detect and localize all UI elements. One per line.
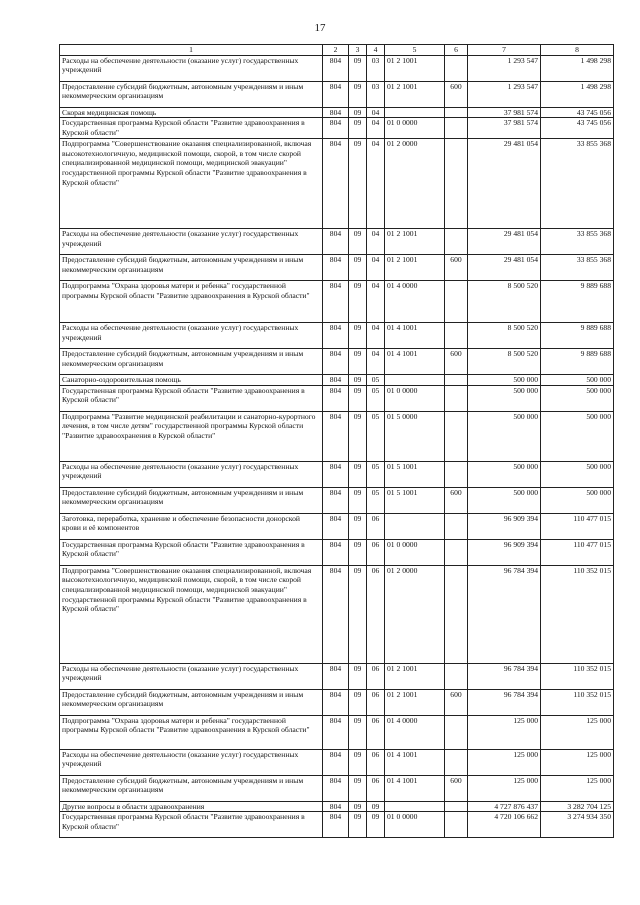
row-ministry-code: 804 <box>323 374 349 385</box>
column-header-6: 6 <box>445 45 468 56</box>
row-target-article: 01 4 1001 <box>385 775 445 801</box>
row-name: Расходы на обеспечение деятельности (оказание услуг) государственных учреждений <box>60 55 323 81</box>
row-amount-year-1: 500 000 <box>468 385 541 411</box>
row-amount-year-2: 500 000 <box>541 411 614 461</box>
page-number: 17 <box>314 22 326 34</box>
row-subsection: 05 <box>367 461 385 487</box>
row-name: Предоставление субсидий бюджетным, автономным учреждениям и иным некоммерческим организациям <box>60 81 323 107</box>
row-target-article <box>385 513 445 539</box>
row-amount-year-1: 125 000 <box>468 775 541 801</box>
row-name: Санаторно-оздоровительная помощь <box>60 374 323 385</box>
row-name: Подпрограмма "Развитие медицинской реабилитации и санаторно-курортного лечения, в том числе детям" государственной программы Курской области "Развитие здравоохранения в Курской области" <box>60 411 323 461</box>
row-target-article <box>385 801 445 812</box>
row-ministry-code: 804 <box>323 539 349 565</box>
row-amount-year-1: 96 784 394 <box>468 689 541 715</box>
row-ministry-code: 804 <box>323 749 349 775</box>
row-amount-year-2: 9 889 688 <box>541 348 614 374</box>
row-ministry-code: 804 <box>323 801 349 812</box>
row-subsection: 05 <box>367 374 385 385</box>
row-target-article: 01 2 0000 <box>385 565 445 663</box>
table-row <box>60 663 614 689</box>
row-expense-type <box>445 322 468 348</box>
column-header-8: 8 <box>541 45 614 56</box>
table-row <box>60 775 614 801</box>
row-section: 09 <box>349 513 367 539</box>
row-subsection: 06 <box>367 539 385 565</box>
row-section: 09 <box>349 55 367 81</box>
row-subsection: 04 <box>367 322 385 348</box>
row-name: Предоставление субсидий бюджетным, автономным учреждениям и иным некоммерческим организациям <box>60 775 323 801</box>
row-target-article: 01 0 0000 <box>385 118 445 138</box>
row-amount-year-1: 1 293 547 <box>468 81 541 107</box>
row-amount-year-2: 110 477 015 <box>541 539 614 565</box>
row-ministry-code: 804 <box>323 411 349 461</box>
row-target-article: 01 2 1001 <box>385 689 445 715</box>
row-amount-year-1: 500 000 <box>468 374 541 385</box>
row-subsection: 05 <box>367 487 385 513</box>
row-ministry-code: 804 <box>323 775 349 801</box>
row-amount-year-2: 1 498 298 <box>541 55 614 81</box>
row-target-article: 01 4 1001 <box>385 348 445 374</box>
table-row <box>60 513 614 539</box>
row-name: Подпрограмма "Совершенствование оказания специализированной, включая высокотехнологичную, медицинской помощи, скорой, в том числе скорой специализированной медицинской помощи, медицинской эвакуации" государственной программы Курской области "Развитие здравоохранения в Курской области" <box>60 565 323 663</box>
row-expense-type <box>445 55 468 81</box>
row-target-article: 01 4 1001 <box>385 749 445 775</box>
row-amount-year-1: 37 981 574 <box>468 118 541 138</box>
row-amount-year-1: 29 481 054 <box>468 138 541 228</box>
table-row <box>60 749 614 775</box>
row-amount-year-1: 500 000 <box>468 411 541 461</box>
row-subsection: 06 <box>367 715 385 749</box>
row-ministry-code: 804 <box>323 565 349 663</box>
row-target-article: 01 5 0000 <box>385 411 445 461</box>
row-section: 09 <box>349 118 367 138</box>
row-subsection: 04 <box>367 228 385 254</box>
row-amount-year-1: 96 784 394 <box>468 565 541 663</box>
row-expense-type <box>445 461 468 487</box>
column-header-row <box>60 45 614 56</box>
row-subsection: 06 <box>367 749 385 775</box>
row-section: 09 <box>349 663 367 689</box>
row-subsection: 04 <box>367 280 385 322</box>
row-amount-year-2: 500 000 <box>541 461 614 487</box>
row-ministry-code: 804 <box>323 689 349 715</box>
column-header-4: 4 <box>367 45 385 56</box>
row-amount-year-1: 96 784 394 <box>468 663 541 689</box>
row-expense-type <box>445 749 468 775</box>
table-row <box>60 487 614 513</box>
row-subsection: 06 <box>367 663 385 689</box>
table-row <box>60 348 614 374</box>
row-subsection: 03 <box>367 81 385 107</box>
row-target-article: 01 2 1001 <box>385 228 445 254</box>
row-name: Предоставление субсидий бюджетным, автономным учреждениям и иным некоммерческим организациям <box>60 254 323 280</box>
row-expense-type <box>445 385 468 411</box>
row-expense-type <box>445 715 468 749</box>
row-target-article: 01 0 0000 <box>385 385 445 411</box>
row-amount-year-2: 43 745 056 <box>541 118 614 138</box>
column-header-7: 7 <box>468 45 541 56</box>
row-name: Расходы на обеспечение деятельности (оказание услуг) государственных учреждений <box>60 461 323 487</box>
table-row <box>60 228 614 254</box>
row-ministry-code: 804 <box>323 663 349 689</box>
table-row <box>60 565 614 663</box>
table-row <box>60 374 614 385</box>
row-name: Расходы на обеспечение деятельности (оказание услуг) государственных учреждений <box>60 322 323 348</box>
row-ministry-code: 804 <box>323 322 349 348</box>
row-amount-year-2: 3 282 704 125 <box>541 801 614 812</box>
row-section: 09 <box>349 775 367 801</box>
row-name: Государственная программа Курской области "Развитие здравоохранения в Курской области" <box>60 539 323 565</box>
row-name: Предоставление субсидий бюджетным, автономным учреждениям и иным некоммерческим организациям <box>60 348 323 374</box>
row-ministry-code: 804 <box>323 107 349 118</box>
row-section: 09 <box>349 374 367 385</box>
row-section: 09 <box>349 565 367 663</box>
row-amount-year-1: 1 293 547 <box>468 55 541 81</box>
row-amount-year-1: 500 000 <box>468 461 541 487</box>
row-section: 09 <box>349 539 367 565</box>
budget-table <box>59 44 614 838</box>
row-expense-type: 600 <box>445 81 468 107</box>
row-subsection: 04 <box>367 138 385 228</box>
row-target-article: 01 4 1001 <box>385 322 445 348</box>
row-section: 09 <box>349 254 367 280</box>
column-header-1: 1 <box>60 45 323 56</box>
row-target-article: 01 2 1001 <box>385 254 445 280</box>
row-amount-year-2: 110 352 015 <box>541 565 614 663</box>
row-expense-type: 600 <box>445 348 468 374</box>
row-target-article: 01 0 0000 <box>385 539 445 565</box>
row-amount-year-2: 500 000 <box>541 374 614 385</box>
table-row <box>60 385 614 411</box>
row-ministry-code: 804 <box>323 81 349 107</box>
row-name: Заготовка, переработка, хранение и обеспечение безопасности донорской крови и её компонентов <box>60 513 323 539</box>
row-ministry-code: 804 <box>323 280 349 322</box>
row-expense-type: 600 <box>445 254 468 280</box>
row-amount-year-2: 9 889 688 <box>541 322 614 348</box>
column-header-2: 2 <box>323 45 349 56</box>
row-expense-type <box>445 280 468 322</box>
row-section: 09 <box>349 749 367 775</box>
row-expense-type <box>445 565 468 663</box>
row-section: 09 <box>349 138 367 228</box>
table-row <box>60 461 614 487</box>
row-amount-year-2: 125 000 <box>541 715 614 749</box>
row-name: Расходы на обеспечение деятельности (оказание услуг) государственных учреждений <box>60 228 323 254</box>
table-row <box>60 254 614 280</box>
row-subsection: 06 <box>367 565 385 663</box>
row-target-article: 01 2 1001 <box>385 81 445 107</box>
row-ministry-code: 804 <box>323 348 349 374</box>
row-section: 09 <box>349 348 367 374</box>
row-name: Подпрограмма "Охрана здоровья матери и ребенка" государственной программы Курской области "Развитие здравоохранения в Курской области" <box>60 715 323 749</box>
row-subsection: 06 <box>367 689 385 715</box>
row-expense-type <box>445 812 468 838</box>
row-section: 09 <box>349 280 367 322</box>
row-target-article <box>385 107 445 118</box>
row-amount-year-1: 8 500 520 <box>468 322 541 348</box>
row-section: 09 <box>349 487 367 513</box>
row-subsection: 06 <box>367 775 385 801</box>
row-subsection: 03 <box>367 55 385 81</box>
row-expense-type: 600 <box>445 775 468 801</box>
row-name: Государственная программа Курской области "Развитие здравоохранения в Курской области" <box>60 118 323 138</box>
row-ministry-code: 804 <box>323 461 349 487</box>
row-name: Скорая медицинская помощь <box>60 107 323 118</box>
row-ministry-code: 804 <box>323 254 349 280</box>
row-amount-year-1: 29 481 054 <box>468 254 541 280</box>
row-name: Государственная программа Курской области "Развитие здравоохранения в Курской области" <box>60 812 323 838</box>
row-expense-type <box>445 228 468 254</box>
table-row <box>60 539 614 565</box>
row-subsection: 04 <box>367 348 385 374</box>
row-ministry-code: 804 <box>323 138 349 228</box>
row-name: Расходы на обеспечение деятельности (оказание услуг) государственных учреждений <box>60 749 323 775</box>
row-subsection: 09 <box>367 801 385 812</box>
row-amount-year-2: 125 000 <box>541 775 614 801</box>
row-name: Предоставление субсидий бюджетным, автономным учреждениям и иным некоммерческим организациям <box>60 689 323 715</box>
table-row <box>60 55 614 81</box>
row-subsection: 06 <box>367 513 385 539</box>
row-amount-year-2: 33 855 368 <box>541 228 614 254</box>
row-section: 09 <box>349 81 367 107</box>
table-row <box>60 689 614 715</box>
row-ministry-code: 804 <box>323 55 349 81</box>
row-ministry-code: 804 <box>323 118 349 138</box>
row-name: Другие вопросы в области здравоохранения <box>60 801 323 812</box>
row-target-article: 01 4 0000 <box>385 715 445 749</box>
row-ministry-code: 804 <box>323 812 349 838</box>
row-amount-year-1: 4 727 876 437 <box>468 801 541 812</box>
row-amount-year-2: 3 274 934 350 <box>541 812 614 838</box>
row-name: Подпрограмма "Совершенствование оказания специализированной, включая высокотехнологичную, медицинской помощи, скорой, в том числе скорой специализированной медицинской помощи, медицинской эвакуации" государственной программы Курской области "Развитие здравоохранения в Курской области" <box>60 138 323 228</box>
row-section: 09 <box>349 461 367 487</box>
row-expense-type <box>445 663 468 689</box>
row-subsection: 09 <box>367 812 385 838</box>
table-row <box>60 812 614 838</box>
row-subsection: 05 <box>367 411 385 461</box>
row-expense-type <box>445 374 468 385</box>
row-amount-year-2: 125 000 <box>541 749 614 775</box>
row-name: Расходы на обеспечение деятельности (оказание услуг) государственных учреждений <box>60 663 323 689</box>
row-expense-type <box>445 513 468 539</box>
row-ministry-code: 804 <box>323 487 349 513</box>
row-target-article: 01 2 1001 <box>385 663 445 689</box>
row-amount-year-2: 110 477 015 <box>541 513 614 539</box>
table-row <box>60 715 614 749</box>
row-section: 09 <box>349 411 367 461</box>
column-header-5: 5 <box>385 45 445 56</box>
row-target-article: 01 5 1001 <box>385 461 445 487</box>
row-section: 09 <box>349 812 367 838</box>
row-expense-type <box>445 539 468 565</box>
row-subsection: 05 <box>367 385 385 411</box>
row-name: Государственная программа Курской области "Развитие здравоохранения в Курской области" <box>60 385 323 411</box>
row-amount-year-2: 9 889 688 <box>541 280 614 322</box>
row-amount-year-1: 125 000 <box>468 749 541 775</box>
row-target-article: 01 2 1001 <box>385 55 445 81</box>
row-amount-year-1: 29 481 054 <box>468 228 541 254</box>
row-section: 09 <box>349 107 367 118</box>
row-section: 09 <box>349 322 367 348</box>
row-amount-year-2: 500 000 <box>541 487 614 513</box>
row-name: Подпрограмма "Охрана здоровья матери и ребенка" государственной программы Курской области "Развитие здравоохранения в Курской области" <box>60 280 323 322</box>
row-amount-year-2: 33 855 368 <box>541 254 614 280</box>
row-amount-year-1: 8 500 520 <box>468 348 541 374</box>
row-amount-year-2: 1 498 298 <box>541 81 614 107</box>
row-subsection: 04 <box>367 107 385 118</box>
table-row <box>60 138 614 228</box>
row-expense-type: 600 <box>445 689 468 715</box>
row-amount-year-2: 33 855 368 <box>541 138 614 228</box>
row-expense-type <box>445 138 468 228</box>
row-amount-year-1: 96 909 394 <box>468 539 541 565</box>
row-section: 09 <box>349 801 367 812</box>
row-section: 09 <box>349 385 367 411</box>
row-amount-year-2: 110 352 015 <box>541 689 614 715</box>
table-row <box>60 118 614 138</box>
row-section: 09 <box>349 715 367 749</box>
row-target-article: 01 5 1001 <box>385 487 445 513</box>
row-target-article <box>385 374 445 385</box>
row-amount-year-1: 500 000 <box>468 487 541 513</box>
row-section: 09 <box>349 228 367 254</box>
row-expense-type <box>445 118 468 138</box>
row-amount-year-1: 96 909 394 <box>468 513 541 539</box>
row-amount-year-2: 43 745 056 <box>541 107 614 118</box>
row-amount-year-1: 4 720 106 662 <box>468 812 541 838</box>
row-target-article: 01 0 0000 <box>385 812 445 838</box>
table-row <box>60 107 614 118</box>
row-amount-year-1: 8 500 520 <box>468 280 541 322</box>
row-amount-year-2: 110 352 015 <box>541 663 614 689</box>
row-section: 09 <box>349 689 367 715</box>
row-target-article: 01 4 0000 <box>385 280 445 322</box>
table-row <box>60 280 614 322</box>
row-amount-year-1: 37 981 574 <box>468 107 541 118</box>
row-expense-type <box>445 107 468 118</box>
row-amount-year-1: 125 000 <box>468 715 541 749</box>
row-expense-type <box>445 411 468 461</box>
row-ministry-code: 804 <box>323 385 349 411</box>
table-row <box>60 801 614 812</box>
row-target-article: 01 2 0000 <box>385 138 445 228</box>
table-row <box>60 322 614 348</box>
row-amount-year-2: 500 000 <box>541 385 614 411</box>
row-ministry-code: 804 <box>323 513 349 539</box>
row-expense-type: 600 <box>445 487 468 513</box>
row-ministry-code: 804 <box>323 228 349 254</box>
column-header-3: 3 <box>349 45 367 56</box>
table-row <box>60 81 614 107</box>
table-row <box>60 411 614 461</box>
row-name: Предоставление субсидий бюджетным, автономным учреждениям и иным некоммерческим организациям <box>60 487 323 513</box>
budget-table-body <box>60 45 614 838</box>
row-ministry-code: 804 <box>323 715 349 749</box>
row-subsection: 04 <box>367 254 385 280</box>
row-subsection: 04 <box>367 118 385 138</box>
row-expense-type <box>445 801 468 812</box>
